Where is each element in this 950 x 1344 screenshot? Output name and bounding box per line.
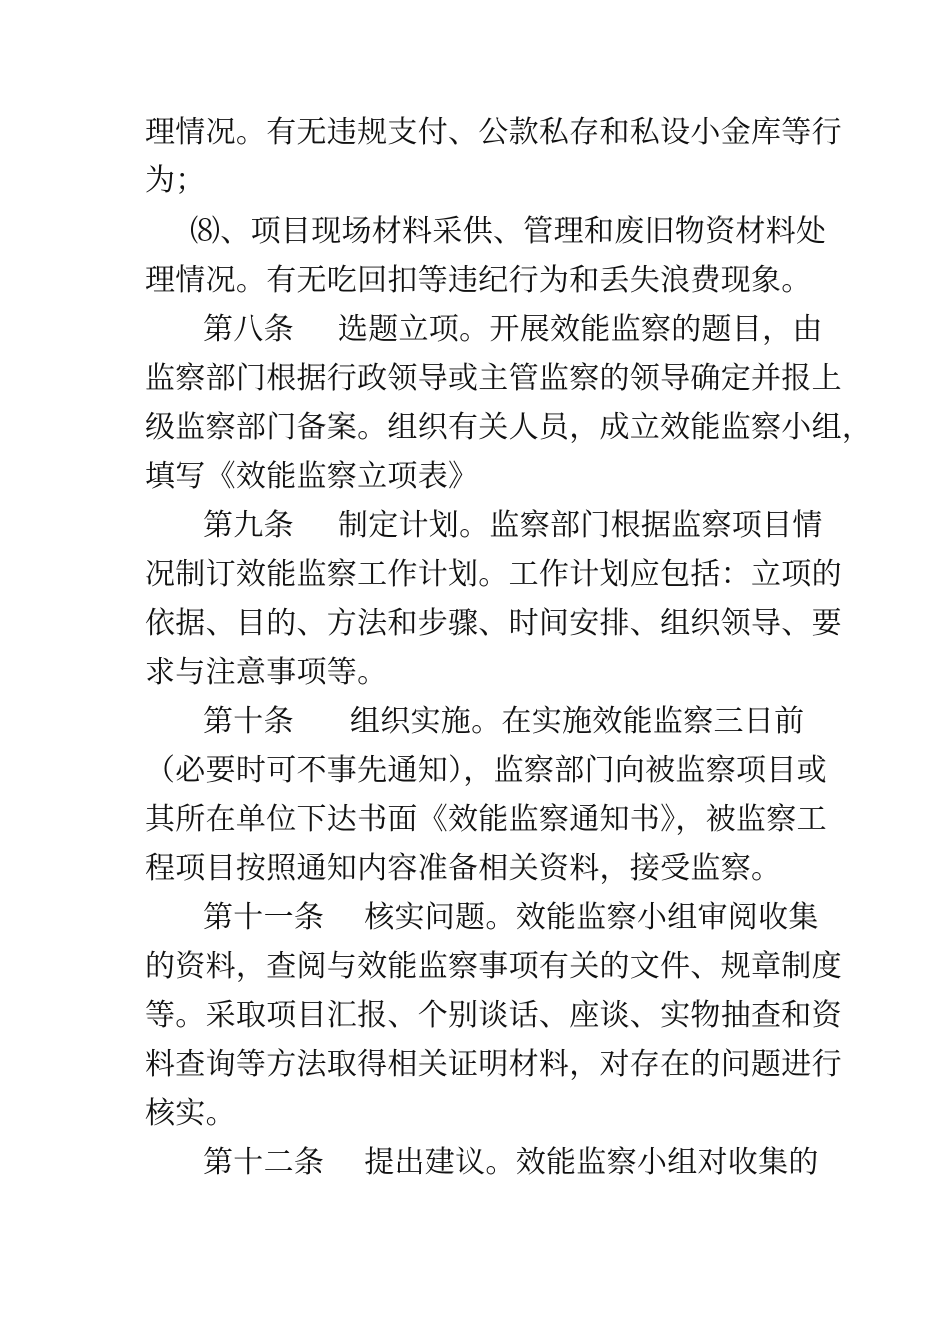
article-label: 第十一条: [203, 900, 325, 935]
text-line: [145, 1045, 842, 1085]
line-text: 程项目按照通知内容准备相关资料，接受监察。: [145, 851, 782, 886]
text-line: [145, 457, 825, 497]
line-text: 等。采取项目汇报、个别谈话、座谈、实物抽查和资: [145, 998, 842, 1033]
article-8-heading: [203, 310, 883, 350]
text-line: [145, 947, 842, 987]
text-line: [145, 1094, 825, 1134]
article-label: 第十二条: [203, 1145, 325, 1180]
line-text: 核实。: [145, 1096, 236, 1131]
line-text: 制定计划。监察部门根据监察项目情: [337, 508, 823, 543]
text-line: [145, 800, 825, 840]
line-text: 其所在单位下达书面《效能监察通知书》，被监察工: [145, 802, 827, 837]
line-text: ⑻、项目现场材料采供、管理和废旧物资材料处: [190, 214, 827, 249]
line-text: 监察部门根据行政领导或主管监察的领导确定并报上: [145, 361, 842, 396]
text-line: [145, 653, 825, 693]
article-label: 第八条: [203, 312, 294, 347]
line-text: 为；: [145, 163, 206, 198]
text-line: [145, 113, 842, 153]
text-line: [145, 996, 842, 1036]
text-line: [145, 751, 825, 791]
line-text: 料查询等方法取得相关证明材料，对存在的问题进行: [145, 1047, 842, 1082]
article-11-heading: [203, 898, 883, 938]
line-text: 求与注意事项等。: [145, 655, 388, 690]
line-text: 核实问题。效能监察小组审阅收集: [364, 900, 819, 935]
line-text: 选题立项。开展效能监察的题目，由: [337, 312, 823, 347]
line-text: 理情况。有无吃回扣等违纪行为和丢失浪费现象。: [145, 263, 812, 298]
line-text: 级监察部门备案。组织有关人员，成立效能监察小组，: [145, 410, 873, 445]
text-line: [145, 359, 842, 399]
line-text: 提出建议。效能监察小组对收集的: [364, 1145, 819, 1180]
article-label: 第九条: [203, 508, 294, 543]
article-label: 第十条: [203, 704, 294, 739]
line-text: 组织实施。在实施效能监察三日前: [349, 704, 805, 739]
line-text: 理情况。有无违规支付、公款私存和私设小金库等行: [145, 115, 842, 150]
text-line: [145, 555, 842, 595]
line-text: 的资料，查阅与效能监察事项有关的文件、规章制度: [145, 949, 842, 984]
article-10-heading: [203, 702, 883, 742]
line-text: 依据、目的、方法和步骤、时间安排、组织领导、要: [145, 606, 842, 641]
text-line: [145, 604, 842, 644]
text-line: [145, 408, 873, 448]
text-line: [145, 849, 825, 889]
line-text: 填写《效能监察立项表》: [145, 459, 479, 494]
line-text: 况制订效能监察工作计划。工作计划应包括：立项的: [145, 557, 842, 592]
line-text: （必要时可不事先通知），监察部门向被监察项目或: [145, 753, 827, 788]
text-line: [145, 261, 825, 301]
article-12-heading: [203, 1143, 883, 1183]
text-line: [145, 161, 825, 201]
list-item-8: [190, 212, 870, 252]
article-9-heading: [203, 506, 883, 546]
